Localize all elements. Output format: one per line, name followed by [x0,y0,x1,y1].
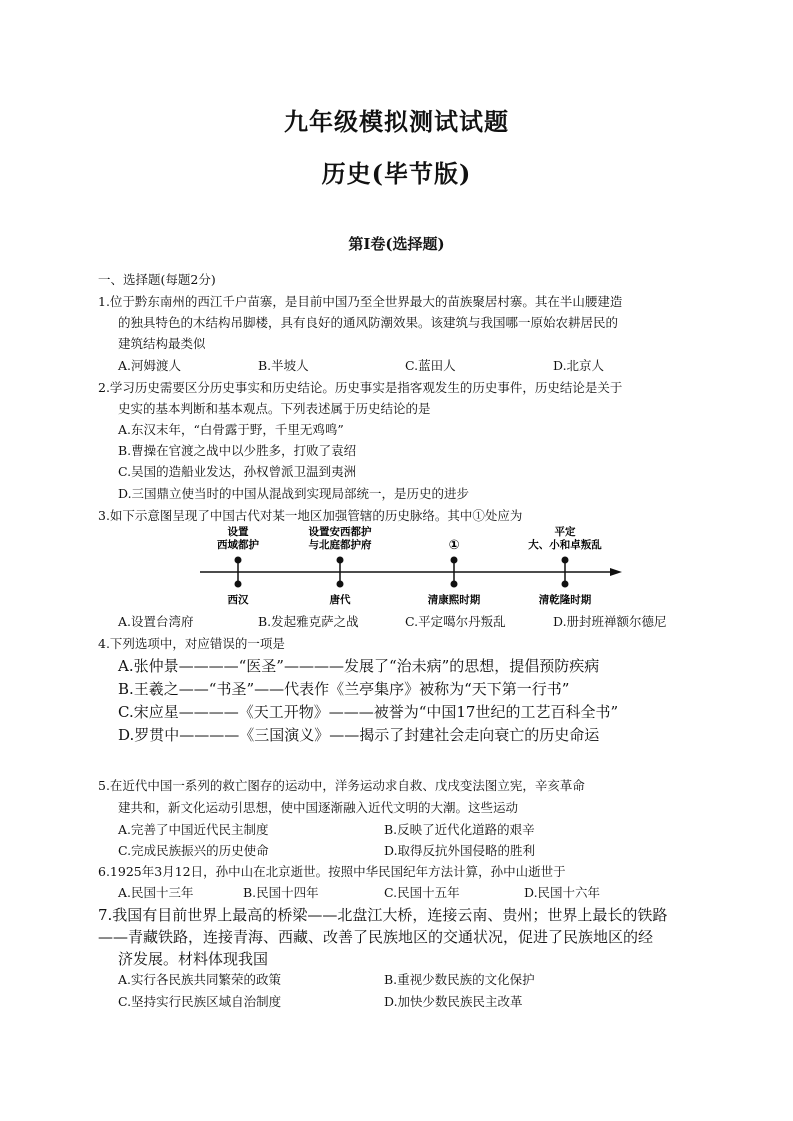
q5-line-1: 5.在近代中国一系列的救亡图存的运动中，洋务运动求自救、戊戌变法图立宪，辛亥革命 [98,778,585,793]
timeline-arrow [610,568,622,576]
timeline-bottom-dot [235,581,242,588]
q7-option-c: C.坚持实行民族区域自治制度 [118,994,282,1009]
q2-option-c: C.吴国的造船业发达，孙权曾派卫温到夷洲 [118,464,357,479]
q6-option-a: A.民国十三年 [118,885,194,900]
q5-option-d: D.取得反抗外国侵略的胜利 [384,843,536,858]
q6-option-d: D.民国十六年 [524,885,601,900]
q7-line-3: 济发展。材料体现我国 [118,950,269,968]
q1-option-d: D.北京人 [553,358,605,373]
q1-line-1: 1.位于黔东南州的西江千户苗寨，是目前中国乃至全世界最大的苗族聚居村寨。其在半山腰建造 [98,294,623,309]
q3-line-1: 3.如下示意图呈现了中国古代对某一地区加强管辖的历史脉络。其中①处应为 [98,508,523,523]
timeline-bottom-dot [337,581,344,588]
q6-line-1: 6.1925年3月12日，孙中山在北京逝世。按照中华民国纪年方法计算，孙中山逝世于 [98,864,566,879]
q2-option-d: D.三国鼎立使当时的中国从混战到实现局部统一，是历史的进步 [118,486,470,501]
timeline-bottom-label: 唐代 [329,594,351,606]
q1-option-c: C.蓝田人 [405,358,456,373]
q5-option-c: C.完成民族振兴的历史使命 [118,843,269,858]
q4-option-b: B.王羲之——“书圣”——代表作《兰亭集序》被称为“天下第一行书” [118,680,570,698]
timeline-top-label: 与北庭都护府 [308,539,372,551]
timeline-top-label: 设置安西都护 [308,526,372,538]
part-heading: 一、选择题(每题2分) [98,272,216,287]
q1-option-b: B.半坡人 [258,358,309,373]
timeline-bottom-label: 清乾隆时期 [538,594,592,606]
q1-option-a: A.河姆渡人 [118,358,182,373]
q3-option-d: D.册封班禅额尔德尼 [553,614,667,629]
q3-timeline-diagram [190,524,640,608]
timeline-top-label: 设置 [227,526,249,538]
q4-line-1: 4.下列选项中，对应错误的一项是 [98,636,285,651]
q7-line-1: 7.我国有目前世界上最高的桥梁——北盘江大桥，连接云南、贵州；世界上最长的铁路 [98,906,668,924]
q3-option-a: A.设置台湾府 [118,614,194,629]
q1-line-2: 的独具特色的木结构吊脚楼，具有良好的通风防潮效果。该建筑与我国哪一原始农耕居民的 [118,315,619,330]
exam-subtitle: 历史(毕节版) [321,159,472,188]
q4-option-c: C.宋应星————《天工开物》———被誉为“中国17世纪的工艺百科全书” [118,703,619,721]
q5-option-b: B.反映了近代化道路的艰辛 [384,822,535,837]
section-heading: 第Ⅰ卷(选择题) [348,235,445,253]
q2-line-1: 2.学习历史需要区分历史事实和历史结论。历史事实是指客观发生的历史事件，历史结论是关于 [98,380,623,395]
q6-option-c: C.民国十五年 [384,885,460,900]
timeline-bottom-dot [451,581,458,588]
q3-option-b: B.发起雅克萨之战 [258,614,359,629]
q2-line-2: 史实的基本判断和基本观点。下列表述属于历史结论的是 [118,401,431,416]
q7-option-d: D.加快少数民族民主改革 [384,994,523,1009]
timeline-top-label: ① [448,538,460,553]
q7-option-a: A.实行各民族共同繁荣的政策 [118,972,282,987]
timeline-top-label: 平定 [554,526,576,538]
exam-title: 九年级模拟测试试题 [284,107,509,136]
q7-option-b: B.重视少数民族的文化保护 [384,972,535,987]
q6-option-b: B.民国十四年 [243,885,319,900]
q3-option-c: C.平定噶尔丹叛乱 [405,614,506,629]
q1-line-3: 建筑结构最类似 [118,336,206,351]
timeline-bottom-label: 西汉 [227,594,249,606]
q5-line-2: 建共和，新文化运动引思想，使中国逐渐融入近代文明的大潮。这些运动 [118,800,519,815]
timeline-top-label: 大、小和卓叛乱 [528,539,602,551]
q5-option-a: A.完善了中国近代民主制度 [118,822,269,837]
q2-option-b: B.曹操在官渡之战中以少胜多，打败了袁绍 [118,443,357,458]
q2-option-a: A.东汉末年，“白骨露于野，千里无鸡鸣” [118,422,344,437]
timeline-bottom-label: 清康熙时期 [427,594,481,606]
q4-option-a: A.张仲景————“医圣”————发展了“治未病”的思想，提倡预防疾病 [118,657,600,675]
q4-option-d: D.罗贯中————《三国演义》——揭示了封建社会走向衰亡的历史命运 [118,726,600,744]
timeline-top-label: 西域都护 [217,539,259,551]
q7-line-2: ——青藏铁路，连接青海、西藏、改善了民族地区的交通状况，促进了民族地区的经 [98,928,654,946]
timeline-bottom-dot [562,581,569,588]
